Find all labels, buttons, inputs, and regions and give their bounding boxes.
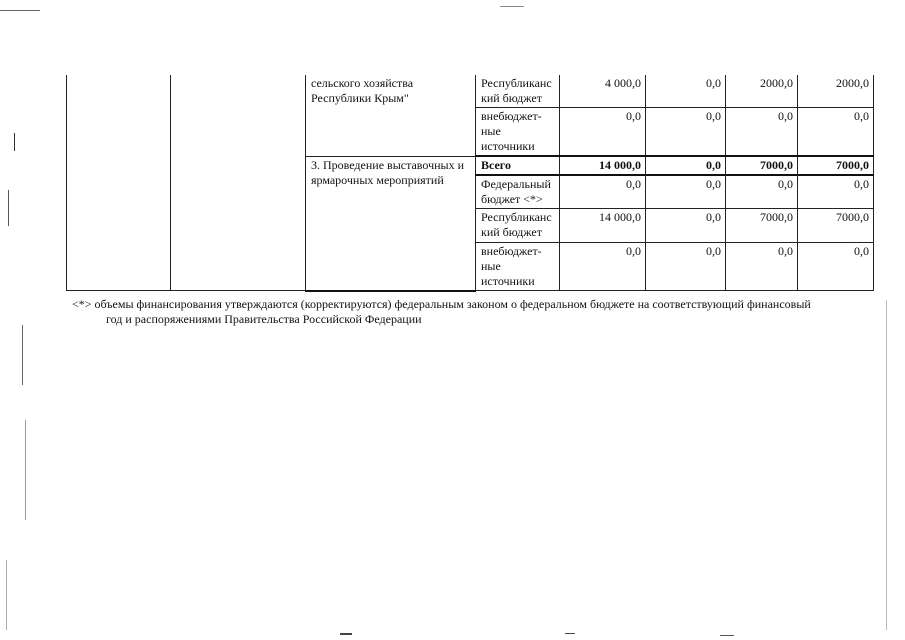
scan-artifact [22,325,23,385]
col-number-cell [67,75,171,291]
year2-cell: 0,0 [726,108,798,157]
year2-cell: 2000,0 [726,75,798,108]
source-label: внебюджет- [481,109,542,123]
source-label: кий бюджет [481,91,542,105]
year1-cell: 0,0 [646,75,726,108]
source-cell [476,243,560,291]
scan-artifact [565,633,575,634]
total-cell: 14 000,0 [560,156,646,175]
year3-cell: 0,0 [798,175,874,209]
source-cell [476,209,560,243]
budget-table [66,75,874,292]
year2-cell: 0,0 [726,175,798,209]
source-label: ные [481,259,501,273]
total-cell: 4 000,0 [560,75,646,108]
scan-artifact [0,10,40,11]
year1-cell: 0,0 [646,175,726,209]
total-cell: 0,0 [560,243,646,291]
scan-artifact [500,6,524,7]
table-row [67,75,874,108]
year3-cell: 7000,0 [798,209,874,243]
source-label: Республиканс [481,76,552,90]
year3-cell: 2000,0 [798,75,874,108]
year1-cell: 0,0 [646,108,726,157]
scan-artifact [14,133,15,151]
source-cell [476,175,560,209]
scan-artifact [720,635,734,636]
scan-artifact [340,633,352,635]
source-label: Федеральный [481,177,551,191]
year2-cell: 7000,0 [726,209,798,243]
year3-cell: 0,0 [798,108,874,157]
source-label: источники [481,139,535,153]
year2-cell: 0,0 [726,243,798,291]
year2-cell: 7000,0 [726,156,798,175]
measure-title-cell: 3. Проведение выставочных и ярмарочных мероприятий [306,156,476,291]
source-label: Республиканс [481,210,552,224]
footnote [72,297,872,327]
year3-cell: 7000,0 [798,156,874,175]
source-label: источники [481,274,535,288]
source-label: внебюджет- [481,244,542,258]
scan-artifact [8,190,9,226]
scan-artifact [6,560,7,630]
year1-cell: 0,0 [646,243,726,291]
source-label: ные [481,124,501,138]
col-executor-cell [171,75,306,291]
source-label: бюджет <*> [481,192,543,206]
source-cell [476,108,560,157]
total-cell: 0,0 [560,108,646,157]
total-cell: 0,0 [560,175,646,209]
year3-cell: 0,0 [798,243,874,291]
source-label: кий бюджет [481,225,542,239]
year1-cell: 0,0 [646,156,726,175]
measure-title-cell: сельского хозяйства Республики Крым" [306,75,476,156]
footnote-line: <*> объемы финансирования утверждаются (корректируются) федеральным законом о федеральном бюджете на соответствующий финансовый [72,297,811,311]
scan-artifact [886,300,887,630]
source-cell: Всего [476,156,560,175]
footnote-line: год и распоряжениями Правительства Российской Федерации [106,312,422,326]
total-cell: 14 000,0 [560,209,646,243]
scan-artifact [25,420,26,520]
year1-cell: 0,0 [646,209,726,243]
source-cell [476,75,560,108]
